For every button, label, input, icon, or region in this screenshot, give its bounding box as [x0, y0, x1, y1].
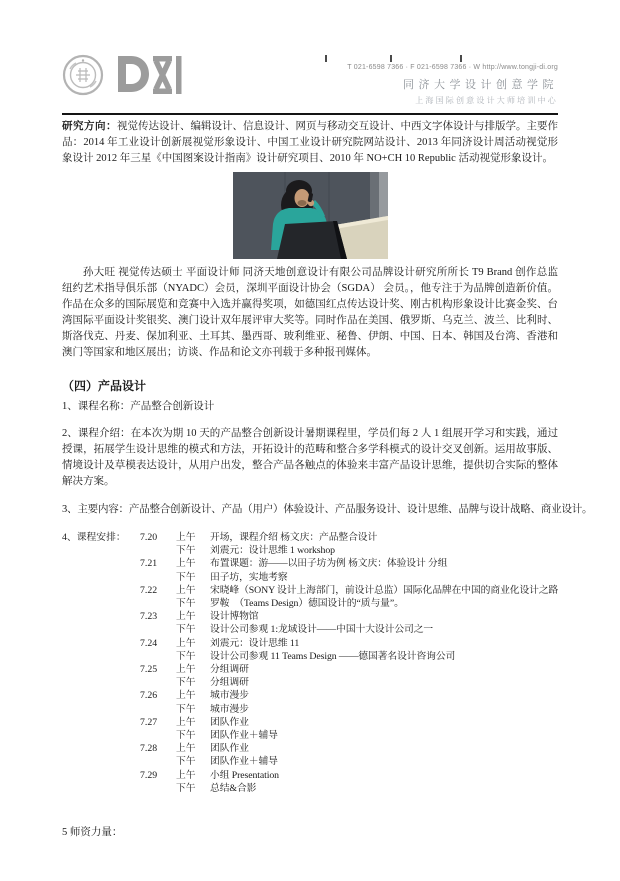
schedule-date: 7.27 — [140, 716, 158, 728]
schedule-session: 上午 — [176, 611, 196, 623]
schedule-date — [140, 703, 176, 716]
schedule-text: 城市漫步 — [210, 690, 249, 702]
schedule-row — [140, 782, 558, 795]
schedule-text: 宋晓峰（SONY 设计上海部门，前设计总监）国际化品牌在中国的商业化设计之路 — [210, 584, 559, 596]
schedule-session: 下午 — [176, 545, 196, 557]
schedule-session: 下午 — [176, 703, 196, 715]
schedule-session: 上午 — [176, 637, 196, 649]
schedule-session: 下午 — [176, 598, 196, 610]
schedule-text: 田子坊，实地考察 — [210, 571, 288, 583]
schedule-row — [140, 689, 558, 702]
schedule-row — [140, 597, 558, 610]
course-intro-paragraph: 2、课程介绍：在本次为期 10 天的产品整合创新设计暑期课程里，学员们每 2 人 1 组展开学习和实践，通过授课，拓展学生设计思维的模式和方法，开拓设计的范畴和整合多学科模式的设计交叉创新。运用故事版、情境设计及草模表达设计，从用户出发，整合产品各触点的体验来丰富产品设计思维，提供切合实际的整体解决方案。 — [62, 428, 558, 487]
contact-line: T 021-6598 7366 · F 021-6598 7366 · W http://www.tongji-di.org — [347, 64, 558, 71]
schedule-row — [140, 610, 558, 623]
schedule-row — [140, 650, 558, 663]
schedule-session: 上午 — [176, 558, 196, 570]
schedule-session: 下午 — [176, 677, 196, 689]
schedule-row — [140, 716, 558, 729]
schedule-date: 7.25 — [140, 664, 158, 676]
schedule-date: 7.29 — [140, 769, 158, 781]
schedule-row — [140, 755, 558, 768]
schedule-text: 设计博物馆 — [210, 611, 259, 623]
schedule-date: 7.28 — [140, 743, 158, 755]
document-body — [62, 119, 593, 841]
schedule-row — [140, 742, 558, 755]
schedule-row — [140, 729, 558, 742]
schedule-row — [140, 584, 558, 597]
schedule-date: 7.24 — [140, 637, 158, 649]
schedule-label: 4、课程安排： — [62, 532, 126, 543]
schedule-text: 刘震元：设计思维 1 workshop — [210, 545, 335, 557]
schedule-session: 下午 — [176, 571, 196, 583]
letterhead — [62, 0, 558, 106]
schedule-text: 分组调研 — [210, 677, 249, 689]
tongji-seal-icon — [62, 54, 104, 101]
research-label: 研究方向： — [62, 121, 117, 132]
registration-mark — [325, 55, 327, 62]
bio-paragraph: 孙大旺 视觉传达硕士 平面设计师 同济天地创意设计有限公司品牌设计研究所所长 T9 Brand 创作总监 纽约艺术指导俱乐部（NYADC）会员，深圳平面设计协会（SGDA） 会员。，他专注于为品牌创造新价值。作品在众多的国际展览和竞赛中入选并赢得奖项，如德国红点传达设计奖、刚古机构形象设计比赛金奖、台湾国际平面设计奖银奖、澳门设计双年展评审大奖等。同时作品在美国、俄罗斯、乌克兰、波兰、比利时、斯洛伐克、丹麦、保加利亚、土耳其、墨西哥、玻利维亚、秘鲁、伊朗、中国、日本、韩国及台湾、香港和澳门等国家和地区展出；访谈、作品和论文亦刊载于多种报刊媒体。 — [62, 267, 558, 358]
letterhead-right — [347, 64, 558, 106]
registration-mark — [390, 55, 392, 62]
schedule-row — [140, 623, 558, 636]
schedule-date: 7.21 — [140, 558, 158, 570]
schedule-row — [140, 637, 558, 650]
schedule-session: 下午 — [176, 650, 196, 662]
schedule-session: 上午 — [176, 769, 196, 781]
schedule-session: 上午 — [176, 690, 196, 702]
schedule-date — [140, 650, 176, 663]
schedule-session: 上午 — [176, 743, 196, 755]
schedule-row — [140, 703, 558, 716]
schedule-row — [140, 676, 558, 689]
schedule-session: 上午 — [176, 716, 196, 728]
schedule-session: 下午 — [176, 782, 196, 794]
schedule-text: 总结&合影 — [210, 782, 257, 794]
dni-logo-icon — [116, 55, 182, 100]
schedule-date: 7.26 — [140, 690, 158, 702]
schedule-session: 下午 — [176, 624, 196, 636]
schedule-text: 布置课题：游——以田子坊为例 杨文庆：体验设计 分组 — [210, 558, 448, 570]
header-divider — [62, 113, 558, 115]
schedule-row — [140, 663, 558, 676]
schedule-session: 下午 — [176, 730, 196, 742]
faculty-line: 5 师资力量： — [62, 827, 123, 839]
course-name-line: 1、课程名称：产品整合创新设计 — [62, 401, 215, 412]
schedule-text: 设计公司参观 1:龙域设计——中国十大设计公司之一 — [210, 624, 434, 636]
schedule-text: 团队作业＋辅导 — [210, 756, 278, 768]
course-schedule — [62, 531, 558, 795]
schedule-text: 开场，课程介绍 杨文庆：产品整合设计 — [210, 532, 378, 543]
schedule-session: 上午 — [176, 584, 196, 596]
registration-mark — [460, 55, 462, 62]
schedule-session: 上午 — [176, 532, 196, 543]
schedule-row — [140, 531, 558, 544]
schedule-text: 团队作业 — [210, 743, 249, 755]
logo-group — [62, 54, 182, 101]
org-subtitle: 上海国际创意设计大师培训中心 — [415, 96, 558, 105]
schedule-date — [140, 597, 176, 610]
schedule-date: 7.23 — [140, 611, 158, 623]
research-paragraph — [62, 119, 558, 167]
schedule-text: 设计公司参观 11 Teams Design ——德国著名设计咨询公司 — [210, 650, 456, 662]
research-text: 视觉传达设计、编辑设计、信息设计、网页与移动交互设计、中西文字体设计与排版学。主要作品：2014 年工业设计创新展视觉形象设计、中国工业设计研究院网站设计、2013 年同济设计周活动视觉形象设计 2012 年三星《中国图案设计指南》设计研究项目、2010 年 NO+CH 10 Republic 活动视觉形象设计。 — [62, 121, 558, 164]
section-heading: （四）产品设计 — [62, 379, 147, 393]
org-name: 同济大学设计创意学院 — [403, 79, 558, 91]
schedule-session: 下午 — [176, 756, 196, 768]
schedule-text: 团队作业＋辅导 — [210, 730, 278, 742]
schedule-date — [140, 782, 176, 795]
schedule-text: 城市漫步 — [210, 703, 249, 715]
schedule-rows — [140, 531, 558, 795]
schedule-text: 小组 Presentation — [210, 769, 279, 781]
schedule-date — [140, 571, 176, 584]
schedule-row — [140, 544, 558, 557]
main-content-line: 3、主要内容：产品整合创新设计、产品（用户）体验设计、产品服务设计、设计思维、品牌与设计战略、商业设计。 — [62, 504, 593, 515]
schedule-date — [140, 729, 176, 742]
schedule-row — [140, 571, 558, 584]
schedule-text: 团队作业 — [210, 716, 249, 728]
schedule-text: 分组调研 — [210, 664, 249, 676]
schedule-row — [140, 557, 558, 570]
schedule-date: 7.22 — [140, 584, 158, 596]
schedule-date — [140, 676, 176, 689]
schedule-session: 上午 — [176, 664, 196, 676]
schedule-text: 罗鞍 （Teams Design）德国设计的“质与量”。 — [210, 598, 404, 610]
schedule-date — [140, 544, 176, 557]
speaker-photo — [62, 172, 558, 259]
schedule-text: 刘震元：设计思维 11 — [210, 637, 300, 649]
schedule-date: 7.20 — [140, 532, 158, 543]
schedule-row — [140, 769, 558, 782]
schedule-date — [140, 755, 176, 768]
schedule-date — [140, 623, 176, 636]
